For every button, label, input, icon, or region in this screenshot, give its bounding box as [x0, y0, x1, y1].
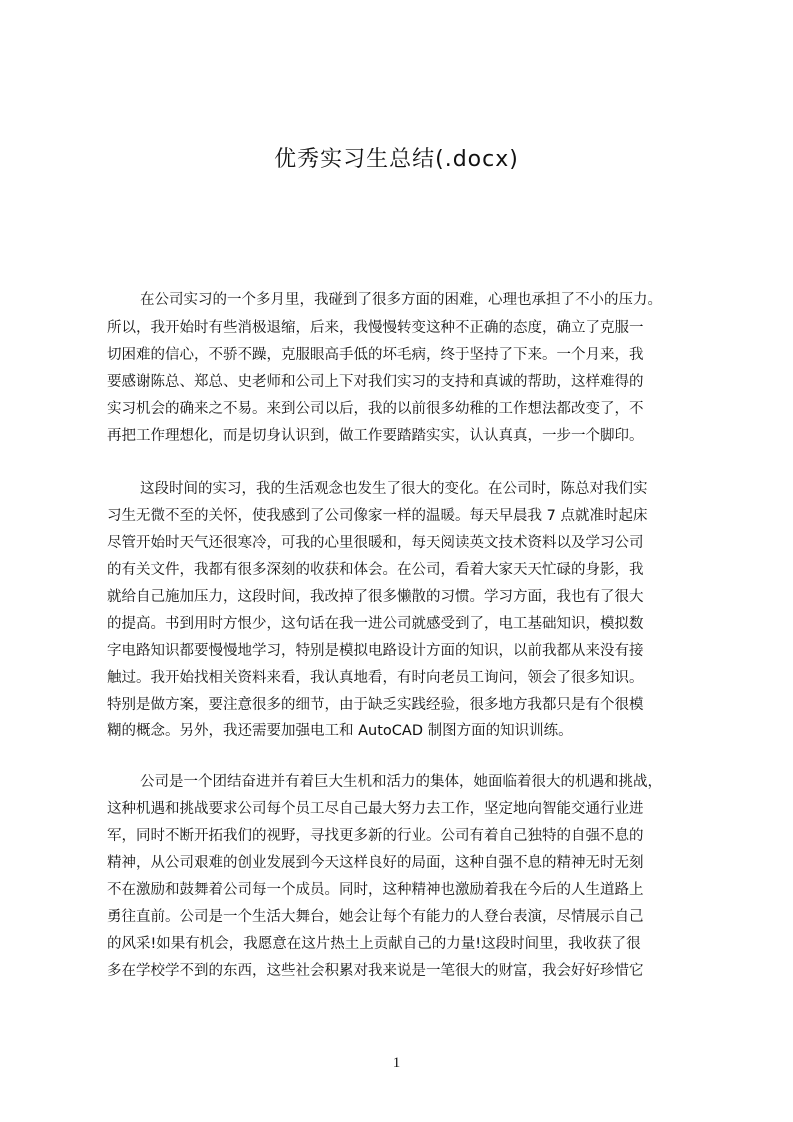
paragraph-2-line-9: 特别是做方案，要注意很多的细节，由于缺乏实践经验，很多地方我都只是有个很模: [107, 697, 644, 713]
paragraph-2-line-3: 尽管开始时天气还很寒冷，可我的心里很暖和，每天阅读英文技术资料以及学习公司: [107, 535, 644, 551]
paragraph-3-line-8: 多在学校学不到的东西，这些社会积累对我来说是一笔很大的财富，我会好好珍惜它: [107, 963, 644, 979]
paragraph-1-line-6: 再把工作理想化，而是切身认识到，做工作要踏踏实实，认认真真，一步一个脚印。: [107, 428, 644, 444]
paragraph-2-line-4: 的有关文件，我都有很多深刻的收获和体会。在公司，看着大家天天忙碌的身影，我: [107, 562, 644, 578]
page-number: 1: [392, 1055, 401, 1071]
paragraph-3-line-5: 不在激励和鼓舞着公司每一个成员。同时，这种精神也激励着我在今后的人生道路上: [107, 882, 644, 898]
paragraph-1-line-1: 在公司实习的一个多月里，我碰到了很多方面的困难，心理也承担了不小的压力。: [140, 292, 662, 308]
paragraph-2-line-10: 糊的概念。另外，我还需要加强电工和 AutoCAD 制图方面的知识训练。: [107, 723, 573, 739]
paragraph-1-line-2: 所以，我开始时有些消极退缩，后来，我慢慢转变这种不正确的态度，确立了克服一: [107, 320, 644, 336]
paragraph-1-line-3: 切困难的信心，不骄不躁，克服眼高手低的坏毛病，终于坚持了下来。一个月来，我: [107, 347, 644, 363]
paragraph-2-line-8: 触过。我开始找相关资料来看，我认真地看，有时向老员工询问，领会了很多知识。: [107, 670, 644, 686]
paragraph-1-line-5: 实习机会的确来之不易。来到公司以后，我的以前很多幼稚的工作想法都改变了，不: [107, 401, 644, 417]
paragraph-2-line-6: 的提高。书到用时方恨少，这句话在我一进公司就感受到了，电工基础知识，模拟数: [107, 616, 644, 632]
document-title: 优秀实习生总结(.docx): [274, 147, 519, 172]
paragraph-3-line-1: 公司是一个团结奋进并有着巨大生机和活力的集体，她面临着很大的机遇和挑战，: [140, 774, 662, 790]
paragraph-3-line-6: 勇往直前。公司是一个生活大舞台，她会让每个有能力的人登台表演，尽情展示自己: [107, 909, 644, 925]
paragraph-3-line-2: 这种机遇和挑战要求公司每个员工尽自己最大努力去工作，坚定地向智能交通行业进: [107, 801, 644, 817]
paragraph-2-line-5: 就给自己施加压力，这段时间，我改掉了很多懒散的习惯。学习方面，我也有了很大: [107, 589, 644, 605]
paragraph-2-line-2: 习生无微不至的关怀，使我感到了公司像家一样的温暖。每天早晨我 7 点就准时起床: [107, 508, 648, 524]
paragraph-3-line-3: 军，同时不断开拓我们的视野，寻找更多新的行业。公司有着自己独特的自强不息的: [107, 828, 644, 844]
paragraph-1-line-4: 要感谢陈总、郑总、史老师和公司上下对我们实习的支持和真诚的帮助，这样难得的: [107, 374, 644, 390]
paragraph-3-line-4: 精神，从公司艰难的创业发展到今天这样良好的局面，这种自强不息的精神无时无刻: [107, 855, 644, 871]
paragraph-3-line-7: 的风采!如果有机会，我愿意在这片热土上贡献自己的力量!这段时间里，我收获了很: [107, 936, 641, 952]
paragraph-2-line-1: 这段时间的实习，我的生活观念也发生了很大的变化。在公司时，陈总对我们实: [140, 481, 648, 497]
paragraph-2-line-7: 字电路知识都要慢慢地学习，特别是模拟电路设计方面的知识，以前我都从来没有接: [107, 643, 644, 659]
